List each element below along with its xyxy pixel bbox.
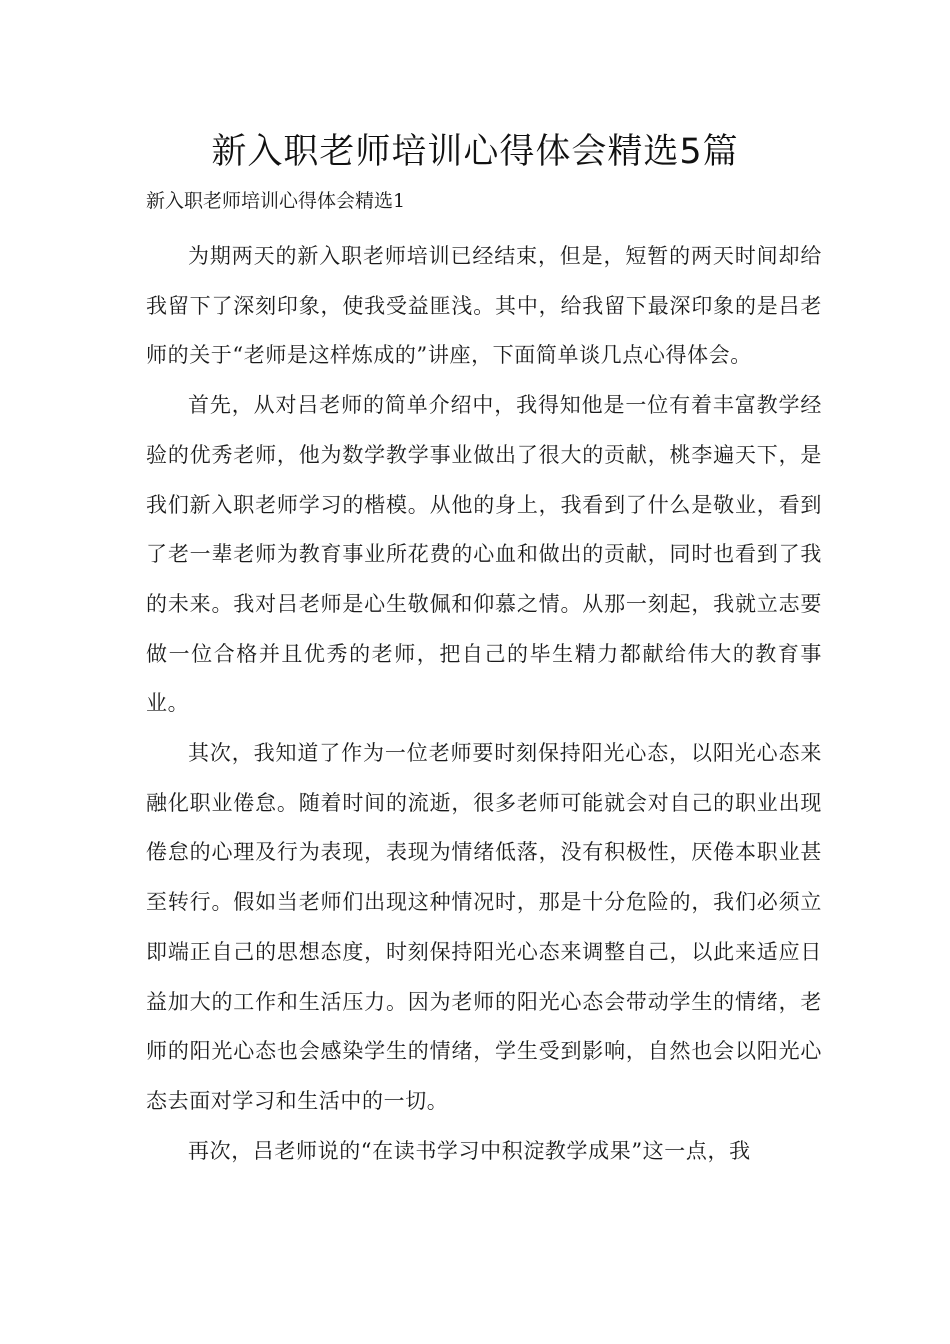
paragraph-1: 为期两天的新入职老师培训已经结束，但是，短暂的两天时间却给我留下了深刻印象，使我受益匪浅。其中，给我留下最深印象的是吕老师的关于“老师是这样炼成的”讲座，下面简单谈几点心得体会。 — [146, 244, 822, 368]
document-title: 新入职老师培训心得体会精选5篇 — [211, 132, 739, 172]
document-body — [146, 232, 822, 1176]
paragraph-3: 其次，我知道了作为一位老师要时刻保持阳光心态，以阳光心态来融化职业倦怠。随着时间的流逝，很多老师可能就会对自己的职业出现倦怠的心理及行为表现，表现为情绪低落，没有积极性，厌倦本职业甚至转行。假如当老师们出现这种情况时，那是十分危险的，我们必须立即端正自己的思想态度，时刻保持阳光心态来调整自己，以此来适应日益加大的工作和生活压力。因为老师的阳光心态会带动学生的情绪，老师的阳光心态也会感染学生的情绪，学生受到影响，自然也会以阳光心态去面对学习和生活中的一切。 — [146, 741, 822, 1113]
section-heading: 新入职老师培训心得体会精选1 — [146, 190, 406, 212]
paragraph-4: 再次，吕老师说的“在读书学习中积淀教学成果”这一点，我 — [188, 1138, 751, 1163]
paragraph-2: 首先，从对吕老师的简单介绍中，我得知他是一位有着丰富教学经验的优秀老师，他为数学教学事业做出了很大的贡献，桃李遍天下，是我们新入职老师学习的楷模。从他的身上，我看到了什么是敬业，看到了老一辈老师为教育事业所花费的心血和做出的贡献，同时也看到了我的未来。我对吕老师是心生敬佩和仰慕之情。从那一刻起，我就立志要做一位合格并且优秀的老师，把自己的毕生精力都献给伟大的教育事业。 — [146, 393, 822, 716]
